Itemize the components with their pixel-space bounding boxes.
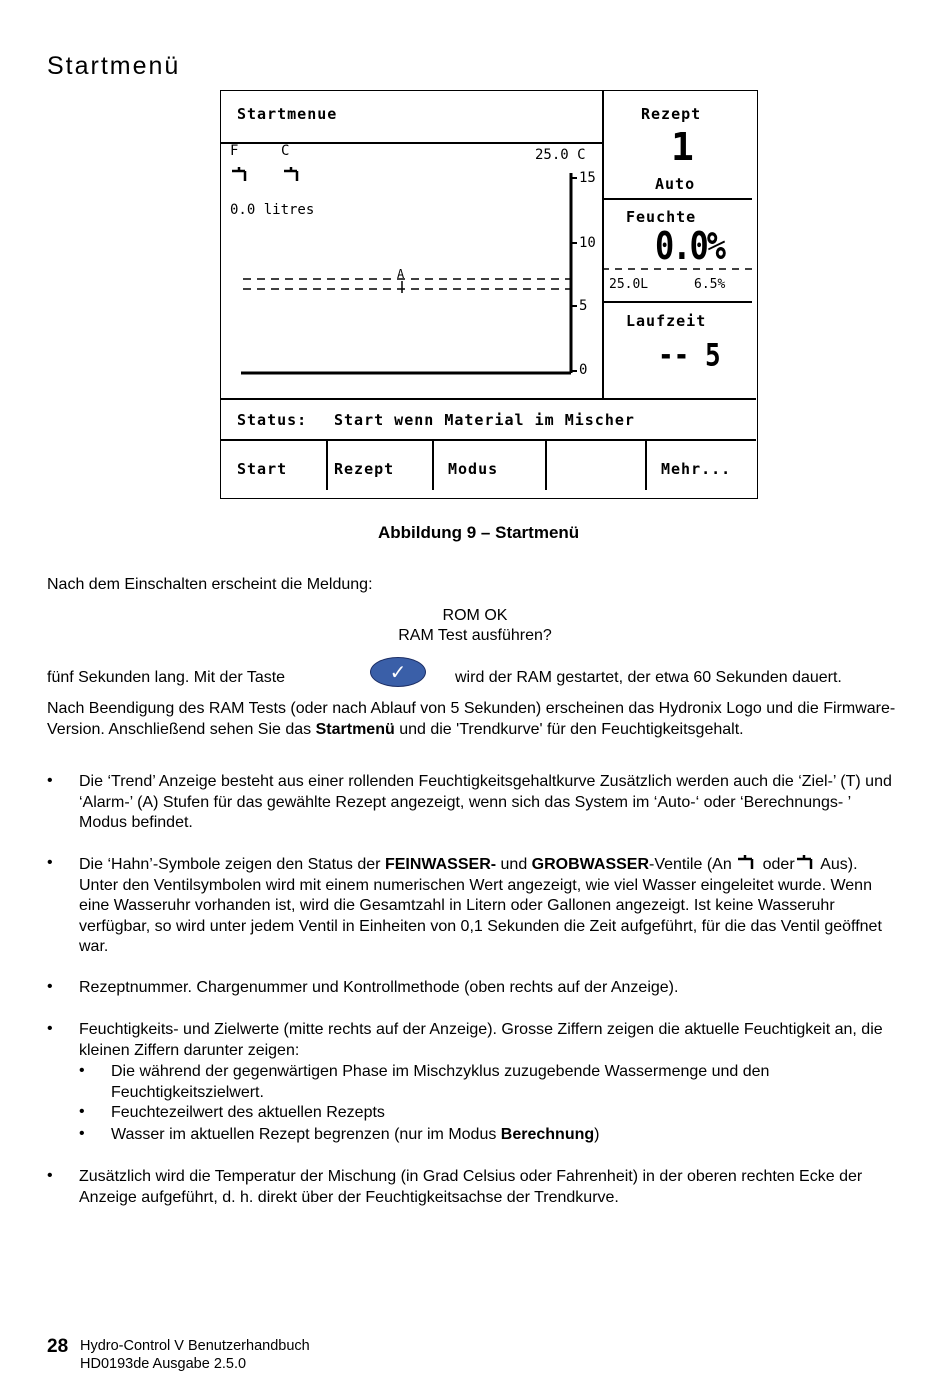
message-line-1: ROM OK [442, 607, 508, 624]
sub3-bold: Berechnung [500, 1126, 595, 1143]
softkey-divider [545, 440, 547, 490]
valves-text-e: oder [758, 856, 795, 873]
axis-tick-15: 15 [579, 170, 596, 186]
valve-coarse-label: C [281, 143, 290, 159]
bullet-moisture: Feuchtigkeits- und Zielwerte (mitte rechts auf der Anzeige). Grosse Ziffern zeigen die aktuelle Feuchtigkeit an, die kleinen Ziffern darunter zeigen: [79, 1021, 883, 1059]
sub-bullet-3 [111, 1125, 897, 1146]
softkey-divider [645, 440, 647, 490]
recipe-number: 1 [671, 125, 694, 169]
after-ram-bold: Startmenü [315, 720, 395, 738]
after-ram-paragraph [47, 699, 897, 740]
section-title: Startmenü [47, 52, 181, 80]
moisture-divider [602, 301, 752, 303]
tap-closed-icon [795, 854, 817, 870]
softkey-divider [432, 440, 434, 490]
bullet-marker: • [47, 854, 53, 871]
valves-text-f: Aus). Unter den Ventilsymbolen wird mit einem numerischen Wert angezeigt, wie viel Wasser eingeleitet wurde. Wenn eine Wasseruhr vorhanden ist, wird die Gesamtzahl in Litern oder Gallonen angezeigt. Ist keine Wasseruhr verfügbar, so wird unter jedem Ventil in Einheiten von 0,1 Sekunden die Zeit aufgeführt, für die das Ventil geöffnet war. [79, 856, 882, 955]
axis-tick-10: 10 [579, 235, 596, 251]
figure-caption: Abbildung 9 – Startmenü [378, 523, 580, 542]
sub-bullet-1: Die während der gegenwärtigen Phase im Mischzyklus zuzugebende Wassermenge und den Feuchtigkeitszielwert. [111, 1063, 770, 1101]
intro-text: Nach dem Einschalten erscheint die Meldung: [47, 576, 373, 593]
axis-tick-0: 0 [579, 362, 588, 378]
lcd-screen [220, 90, 758, 499]
after-ram-part2: und die 'Trendkurve' für den Feuchtigkeitsgehalt. [394, 720, 744, 738]
water-amount: 0.0 litres [230, 202, 315, 218]
moisture-target: 6.5% [694, 277, 726, 292]
bullet-valves [79, 854, 897, 958]
status-divider-bottom [221, 439, 756, 441]
recipe-label: Rezept [641, 105, 702, 123]
screen-title: Startmenue [237, 105, 338, 123]
status-label: Status: [237, 411, 308, 429]
alarm-marker: A [397, 267, 405, 281]
status-divider-top [221, 398, 756, 400]
softkey-rezept: Rezept [334, 460, 395, 478]
softkey-modus: Modus [448, 460, 499, 478]
check-key-icon: ✓ [370, 657, 426, 687]
runtime-value: -- 5 [658, 338, 721, 374]
bullet-marker: • [47, 978, 53, 995]
key-text-before: fünf Sekunden lang. Mit der Taste [47, 669, 286, 686]
after-ram-part1: Nach Beendigung des RAM Tests (oder nach Ablauf von 5 Sekunden) erscheinen das Hydronix Logo und die Firmware-Version. Anschließend sehen Sie das [47, 700, 896, 738]
valves-text-a: Die ‘Hahn’-Symbole zeigen den Status der [79, 856, 385, 873]
bullet-marker: • [47, 1020, 53, 1037]
sub-bullet-marker: • [79, 1103, 85, 1120]
axis-tick-5: 5 [579, 298, 588, 314]
footer-line-1: Hydro-Control V Benutzerhandbuch [80, 1338, 310, 1354]
valve-fine-label: F [230, 143, 239, 159]
runtime-label: Laufzeit [626, 312, 707, 330]
moisture-target-line [602, 267, 752, 271]
softkey-mehr: Mehr... [661, 460, 732, 478]
sub-bullet-marker: • [79, 1062, 85, 1079]
page-number: 28 [47, 1336, 69, 1357]
recipe-mode: Auto [655, 175, 696, 193]
bullet-marker: • [47, 1167, 53, 1184]
recipe-divider [602, 198, 752, 200]
trend-graph [221, 143, 602, 383]
softkey-divider [326, 440, 328, 490]
status-text: Start wenn Material im Mischer [334, 411, 635, 429]
valves-text-c: und [496, 856, 532, 873]
sub-bullet-2: Feuchtezeilwert des aktuellen Rezepts [111, 1104, 385, 1121]
temperature-readout: 25.0 C [535, 147, 586, 163]
bullet-recipe: Rezeptnummer. Chargenummer und Kontrollmethode (oben rechts auf der Anzeige). [79, 979, 679, 996]
valves-fine-bold: FEINWASSER- [384, 856, 497, 873]
bullet-marker: • [47, 772, 53, 789]
sub3-text-c: ) [594, 1126, 600, 1143]
footer-line-2: HD0193de Ausgabe 2.5.0 [80, 1356, 247, 1372]
message-line-2: RAM Test ausführen? [398, 627, 552, 644]
key-text-after: wird der RAM gestartet, der etwa 60 Sekunden dauert. [455, 669, 842, 686]
valves-coarse-bold: GROBWASSER [531, 856, 650, 873]
sub-bullet-marker: • [79, 1125, 85, 1142]
moisture-water: 25.0L [609, 277, 649, 292]
softkey-start: Start [237, 460, 288, 478]
moisture-value: 0.0% [655, 223, 725, 269]
bullet-temperature: Zusätzlich wird die Temperatur der Mischung (in Grad Celsius oder Fahrenheit) in der oberen rechten Ecke der Anzeige aufgeführt, d. h. direkt über der Feuchtigkeitsachse der Trendkurve. [79, 1168, 863, 1206]
valves-text-d: -Ventile (An [649, 856, 737, 873]
moisture-label: Feuchte [626, 208, 697, 226]
vertical-divider [602, 91, 604, 398]
bullet-trend: Die ‘Trend’ Anzeige besteht aus einer rollenden Feuchtigkeitsgehaltkurve Zusätzlich werden auch die ‘Ziel-’ (T) und ‘Alarm-’ (A) Stufen für das gewählte Rezept angezeigt, wenn sich das System im ‘Auto-‘ oder ‘Berechnungs- ’ Modus befindet. [79, 773, 892, 831]
tap-open-icon [736, 854, 758, 870]
sub3-text-a: Wasser im aktuellen Rezept begrenzen (nur im Modus [111, 1126, 501, 1143]
